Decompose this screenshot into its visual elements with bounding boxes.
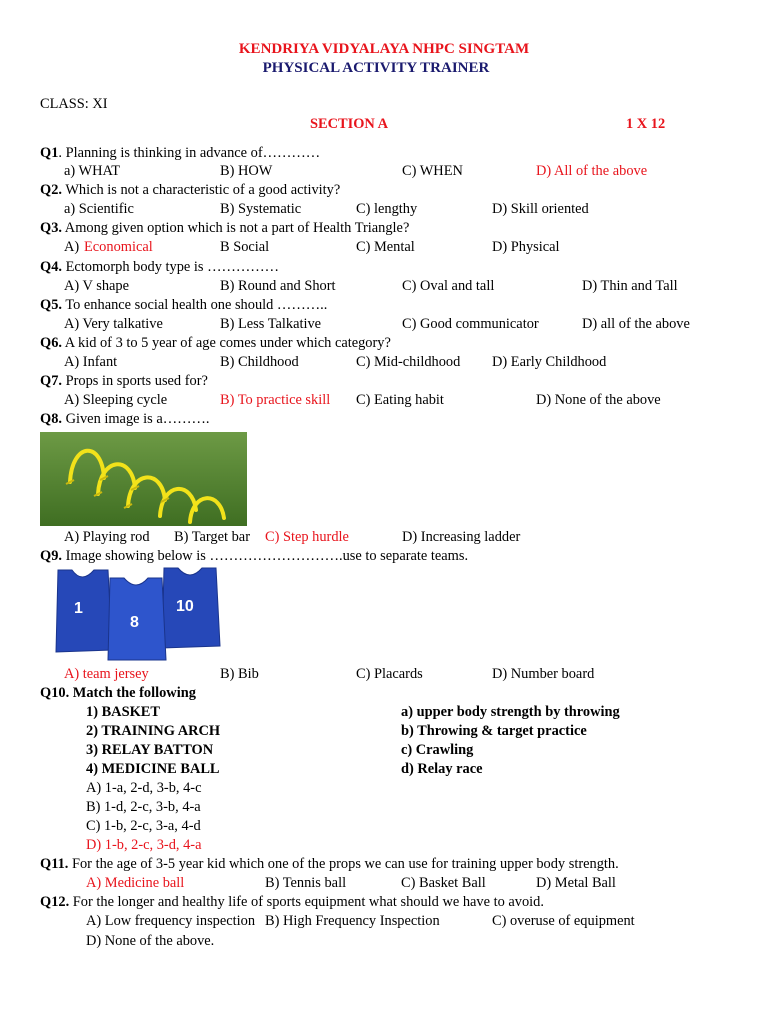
question-3: Q3. Among given option which is not a part of Health Triangle? xyxy=(40,220,410,236)
q6-option-d: D) Early Childhood xyxy=(492,354,607,370)
q8-option-c-answer: C) Step hurdle xyxy=(265,529,349,545)
question-9: Q9. Image showing below is ……………………….use to separate teams. xyxy=(40,548,469,564)
q7-option-b-answer: B) To practice skill xyxy=(220,392,331,408)
q9-option-a-answer: A) team jersey xyxy=(64,666,149,682)
q9-option-b: B) Bib xyxy=(220,666,259,682)
q12-option-d: D) None of the above. xyxy=(86,933,215,949)
q3-option-c: C) Mental xyxy=(356,239,415,255)
q10-left-3: 3) RELAY BATTON xyxy=(86,742,214,758)
q6-option-a: A) Infant xyxy=(64,354,118,370)
q2-option-b: B) Systematic xyxy=(220,201,302,217)
question-7: Q7. Props in sports used for? xyxy=(40,373,208,389)
q8-option-d: D) Increasing ladder xyxy=(402,529,521,545)
q5-option-d: D) all of the above xyxy=(582,316,690,332)
q2-option-c: C) lengthy xyxy=(356,201,418,217)
q7-option-d: D) None of the above xyxy=(536,392,661,408)
q11-option-c: C) Basket Ball xyxy=(401,875,486,891)
question-1: Q1. Planning is thinking in advance of………… xyxy=(40,145,321,161)
hurdles-on-grass-icon xyxy=(40,432,247,526)
q11-option-d: D) Metal Ball xyxy=(536,875,616,891)
q4-option-b: B) Round and Short xyxy=(220,278,336,294)
q10-left-1: 1) BASKET xyxy=(86,704,160,720)
q9-option-d: D) Number board xyxy=(492,666,595,682)
q10-option-d-answer: D) 1-b, 2-c, 3-d, 4-a xyxy=(86,837,202,853)
q10-right-a: a) upper body strength by throwing xyxy=(401,704,620,720)
q1-option-b: B) HOW xyxy=(220,163,273,179)
question-11: Q11. For the age of 3-5 year kid which one of the props we can use for training upper body strength. xyxy=(40,856,619,872)
marks-label: 1 X 12 xyxy=(626,116,666,132)
q2-option-a: a) Scientific xyxy=(64,201,134,217)
q8-option-b: B) Target bar xyxy=(174,529,250,545)
q12-option-c: C) overuse of equipment xyxy=(492,913,635,929)
q11-option-a-answer: A) Medicine ball xyxy=(86,875,185,891)
question-5: Q5. To enhance social health one should ……….. xyxy=(40,297,328,313)
bib-number-10: 10 xyxy=(176,598,194,615)
q10-left-4: 4) MEDICINE BALL xyxy=(86,761,220,777)
q3-option-a-prefix: A) xyxy=(64,239,80,255)
q12-option-a: A) Low frequency inspection xyxy=(86,913,256,929)
q10-right-d: d) Relay race xyxy=(401,761,483,777)
q11-option-b: B) Tennis ball xyxy=(265,875,347,891)
q6-option-b: B) Childhood xyxy=(220,354,299,370)
q3-option-b: B Social xyxy=(220,239,270,255)
q8-option-a: A) Playing rod xyxy=(64,529,150,545)
q2-option-d: D) Skill oriented xyxy=(492,201,589,217)
question-2: Q2. Which is not a characteristic of a good activity? xyxy=(40,182,341,198)
subject-title: PHYSICAL ACTIVITY TRAINER xyxy=(262,60,490,76)
q10-option-b: B) 1-d, 2-c, 3-b, 4-a xyxy=(86,799,201,815)
q5-option-c: C) Good communicator xyxy=(402,316,539,332)
bib-1-icon xyxy=(56,570,112,652)
question-10: Q10. Match the following xyxy=(40,685,196,701)
class-label: CLASS: XI xyxy=(40,96,108,112)
question-8: Q8. Given image is a………. xyxy=(40,411,210,427)
question-4: Q4. Ectomorph body type is …………… xyxy=(40,259,280,275)
q6-option-c: C) Mid-childhood xyxy=(356,354,461,370)
q5-option-b: B) Less Talkative xyxy=(220,316,322,332)
q1-option-c: C) WHEN xyxy=(402,163,463,179)
q7-option-a: A) Sleeping cycle xyxy=(64,392,168,408)
q4-option-a: A) V shape xyxy=(64,278,130,294)
q4-option-d: D) Thin and Tall xyxy=(582,278,678,294)
q3-option-d: D) Physical xyxy=(492,239,560,255)
sports-bibs-image xyxy=(52,566,224,662)
question-6: Q6. A kid of 3 to 5 year of age comes under which category? xyxy=(40,335,391,351)
q1-option-d-answer: D) All of the above xyxy=(536,163,648,179)
q4-option-c: C) Oval and tall xyxy=(402,278,495,294)
school-name: KENDRIYA VIDYALAYA NHPC SINGTAM xyxy=(238,41,530,57)
question-12: Q12. For the longer and healthy life of sports equipment what should we have to avoid. xyxy=(40,894,544,910)
section-label: SECTION A xyxy=(310,116,388,132)
bib-number-8: 8 xyxy=(130,614,139,631)
q10-option-c: C) 1-b, 2-c, 3-a, 4-d xyxy=(86,818,201,834)
q10-right-b: b) Throwing & target practice xyxy=(401,723,587,739)
q12-option-b: B) High Frequency Inspection xyxy=(265,913,440,929)
bib-number-1: 1 xyxy=(74,600,83,617)
q10-left-2: 2) TRAINING ARCH xyxy=(86,723,221,739)
q10-option-a: A) 1-a, 2-d, 3-b, 4-c xyxy=(86,780,202,796)
q5-option-a: A) Very talkative xyxy=(64,316,163,332)
step-hurdle-image xyxy=(40,432,247,526)
q3-option-a-answer: Economical xyxy=(84,239,153,255)
q9-option-c: C) Placards xyxy=(356,666,423,682)
q7-option-c: C) Eating habit xyxy=(356,392,444,408)
q1-option-a: a) WHAT xyxy=(64,163,121,179)
q10-right-c: c) Crawling xyxy=(401,742,474,758)
